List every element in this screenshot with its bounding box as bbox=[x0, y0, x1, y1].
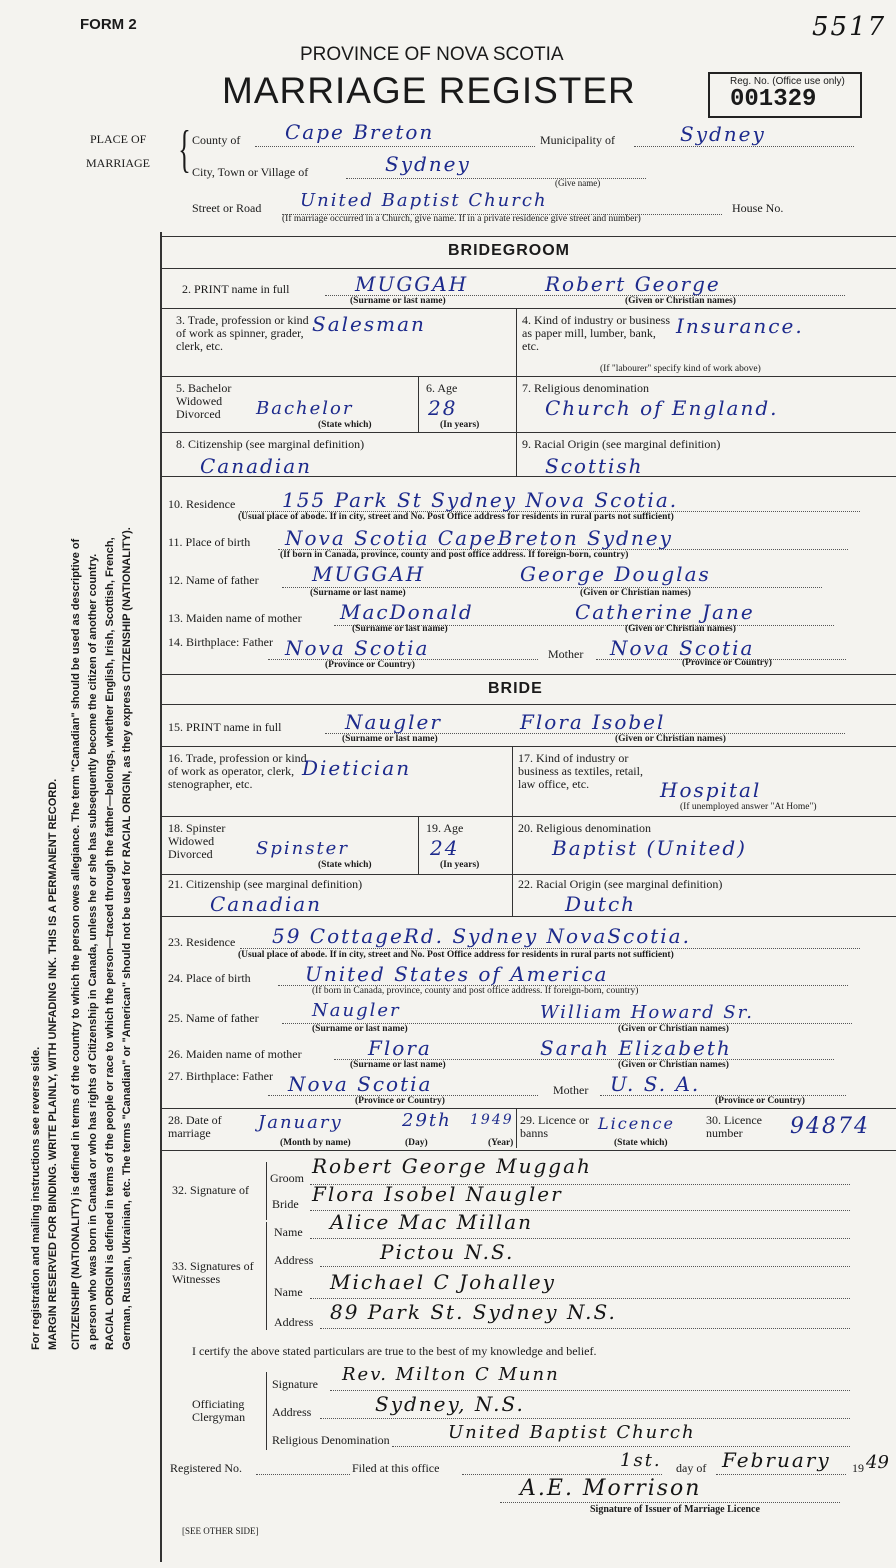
groom-surname: MUGGAH bbox=[355, 272, 469, 296]
groom-residence-note: (Usual place of abode. If in city, street and No. Post Office address for residents in rural parts not sufficient) bbox=[238, 512, 674, 522]
province-title: PROVINCE OF NOVA SCOTIA bbox=[300, 44, 564, 65]
groom-mother-label: Mother bbox=[548, 647, 584, 661]
q16-label: 16. Trade, profession or kind of work as operator, clerk, stenographer, etc. bbox=[168, 751, 307, 791]
labourer-note: (If "labourer" specify kind of work above) bbox=[600, 364, 761, 374]
q29-label: 29. Licence or banns bbox=[520, 1113, 589, 1140]
w2-name-label: Name bbox=[274, 1285, 303, 1299]
q32-label: 32. Signature of bbox=[172, 1183, 249, 1197]
q13-label: 13. Maiden name of mother bbox=[168, 611, 302, 625]
year-caption: (Year) bbox=[488, 1138, 514, 1148]
bride-age: 24 bbox=[430, 836, 460, 860]
bride-residence-note: (Usual place of abode. If in city, street and No. Post Office address for residents in rural parts not sufficient) bbox=[238, 950, 674, 960]
bride-religion: Baptist (United) bbox=[552, 836, 747, 860]
bride-surname: Naugler bbox=[345, 710, 442, 734]
city-label: City, Town or Village of bbox=[192, 165, 309, 179]
groom-years-caption: (In years) bbox=[440, 420, 480, 430]
bride-mother-surname-caption: (Surname or last name) bbox=[350, 1060, 446, 1070]
clergy-religion: United Baptist Church bbox=[448, 1422, 696, 1443]
father-surname-caption: (Surname or last name) bbox=[310, 588, 406, 598]
q20-label: 20. Religious denomination bbox=[518, 821, 651, 835]
month-caption: (Month by name) bbox=[280, 1138, 351, 1148]
bride-father-surname-caption: (Surname or last name) bbox=[312, 1024, 408, 1034]
groom-sig-label: Groom bbox=[270, 1171, 304, 1185]
licence-value: Licence bbox=[598, 1114, 675, 1133]
clergy-signature: Rev. Milton C Munn bbox=[342, 1364, 560, 1385]
mother-surname-caption: (Surname or last name) bbox=[352, 624, 448, 634]
bride-father-bp-caption: (Province or Country) bbox=[355, 1096, 445, 1106]
groom-mother-surname: MacDonald bbox=[340, 600, 474, 624]
groom-citizenship: Canadian bbox=[200, 454, 313, 478]
groom-birth-note: (If born in Canada, province, county and post office address. If foreign-born, country) bbox=[280, 550, 629, 560]
place-label: PLACE OF bbox=[90, 132, 147, 146]
witness2-address: 89 Park St. Sydney N.S. bbox=[330, 1300, 617, 1324]
groom-father-given: George Douglas bbox=[520, 562, 711, 586]
groom-surname-caption: (Surname or last name) bbox=[350, 296, 446, 306]
bride-years-caption: (In years) bbox=[440, 860, 480, 870]
street-label: Street or Road bbox=[192, 201, 262, 215]
q28-label: 28. Date of marriage bbox=[168, 1113, 222, 1140]
q24-label: 24. Place of birth bbox=[168, 971, 251, 985]
groom-residence: 155 Park St Sydney Nova Scotia. bbox=[282, 488, 679, 512]
binding-margin-text bbox=[28, 120, 228, 1360]
bride-father-given-caption: (Given or Christian names) bbox=[618, 1024, 729, 1034]
groom-mother-given: Catherine Jane bbox=[575, 600, 755, 624]
marriage-month: January bbox=[258, 1112, 343, 1133]
filed-year: 49 bbox=[866, 1452, 889, 1473]
q26-label: 26. Maiden name of mother bbox=[168, 1047, 302, 1061]
day-caption: (Day) bbox=[405, 1138, 428, 1148]
bride-racial: Dutch bbox=[565, 892, 637, 916]
brace: { bbox=[178, 121, 191, 178]
year-prefix: 19 bbox=[852, 1461, 864, 1475]
bride-father-bp: Nova Scotia bbox=[288, 1072, 433, 1096]
issuer-label: Signature of Issuer of Marriage Licence bbox=[590, 1504, 760, 1515]
bride-mother-given-caption: (Given or Christian names) bbox=[618, 1060, 729, 1070]
groom-given: Robert George bbox=[545, 272, 721, 296]
groom-industry: Insurance. bbox=[676, 314, 804, 338]
q33-label: 33. Signatures of Witnesses bbox=[172, 1259, 254, 1286]
mother-given-caption: (Given or Christian names) bbox=[625, 624, 736, 634]
clergy-label: Officiating Clergyman bbox=[192, 1397, 246, 1424]
q10-label: 10. Residence bbox=[168, 497, 236, 511]
q4-label: 4. Kind of industry or business as paper mill, lumber, bank, etc. bbox=[522, 313, 670, 353]
witness1-address: Pictou N.S. bbox=[380, 1240, 515, 1264]
bride-father-surname: Naugler bbox=[312, 1000, 401, 1021]
q12-label: 12. Name of father bbox=[168, 573, 259, 587]
bride-signature: Flora Isobel Naugler bbox=[312, 1182, 563, 1206]
margin-line-5: RACIAL ORIGIN is defined in terms of the people or race to which the person—traced through the father—belongs, whether English, Irish, Scottish, French, bbox=[104, 537, 116, 1350]
groom-given-caption: (Given or Christian names) bbox=[625, 296, 736, 306]
county-value: Cape Breton bbox=[285, 120, 435, 144]
reg-number: 001329 bbox=[730, 86, 817, 113]
give-name-caption: (Give name) bbox=[555, 178, 601, 188]
groom-racial: Scottish bbox=[545, 454, 644, 478]
licence-number: 94874 bbox=[790, 1114, 870, 1139]
bride-trade: Dietician bbox=[302, 756, 412, 780]
margin-line-1: For registration and mailing instructions see reverse side. bbox=[30, 1046, 42, 1350]
bride-surname-caption: (Surname or last name) bbox=[342, 734, 438, 744]
bride-mother-bp-caption: (Province or Country) bbox=[715, 1096, 805, 1106]
clergy-address: Sydney, N.S. bbox=[375, 1392, 525, 1416]
filed-month: February bbox=[722, 1448, 831, 1472]
w2-address-label: Address bbox=[274, 1315, 314, 1329]
bridegroom-heading: BRIDEGROOM bbox=[448, 242, 570, 259]
q27-label: 27. Birthplace: Father bbox=[168, 1069, 273, 1083]
q5-label: 5. Bachelor Widowed Divorced bbox=[176, 381, 232, 421]
groom-mother-bp-caption: (Province or Country) bbox=[682, 658, 772, 668]
q21-label: 21. Citizenship (see marginal definition) bbox=[168, 877, 363, 891]
bride-state-caption: (State which) bbox=[318, 860, 372, 870]
licence-state-caption: (State which) bbox=[614, 1138, 668, 1148]
groom-father-bp-caption: (Province or Country) bbox=[325, 660, 415, 670]
clergy-address-label: Address bbox=[272, 1405, 312, 1419]
groom-status: Bachelor bbox=[256, 398, 354, 419]
groom-trade: Salesman bbox=[312, 312, 426, 336]
filed-day: 1st. bbox=[620, 1450, 662, 1471]
bride-heading: BRIDE bbox=[488, 680, 543, 697]
groom-state-caption: (State which) bbox=[318, 420, 372, 430]
q15-label: 15. PRINT name in full bbox=[168, 720, 282, 734]
bride-given-caption: (Given or Christian names) bbox=[615, 734, 726, 744]
street-note: (If marriage occurred in a Church, give name. If in a private residence give street and number) bbox=[282, 214, 641, 224]
q30-label: 30. Licence number bbox=[706, 1113, 762, 1140]
house-label: House No. bbox=[732, 201, 784, 215]
groom-birthplace: Nova Scotia CapeBreton Sydney bbox=[285, 526, 673, 550]
bride-citizenship: Canadian bbox=[210, 892, 323, 916]
home-note: (If unemployed answer "At Home") bbox=[680, 802, 817, 812]
q18-label: 18. Spinster Widowed Divorced bbox=[168, 821, 226, 861]
bride-status: Spinster bbox=[256, 838, 349, 859]
groom-religion: Church of England. bbox=[545, 396, 779, 420]
q17-label: 17. Kind of industry or business as textiles, retail, law office, etc. bbox=[518, 751, 643, 791]
witness1-name: Alice Mac Millan bbox=[330, 1210, 534, 1234]
q9-label: 9. Racial Origin (see marginal definition) bbox=[522, 437, 721, 451]
margin-line-6: German, Russian, Ukrainian, etc. The terms "Canadian" or "American" should not be used for RACIAL ORIGIN, as they express CITIZENSHIP (NATIONALITY). bbox=[121, 527, 133, 1350]
groom-father-bp: Nova Scotia bbox=[285, 636, 430, 660]
w1-address-label: Address bbox=[274, 1253, 314, 1267]
county-label: County of bbox=[192, 133, 241, 147]
marriage-year: 1949 bbox=[470, 1112, 514, 1128]
groom-age: 28 bbox=[428, 396, 458, 420]
document-title: MARRIAGE REGISTER bbox=[222, 70, 636, 111]
bride-sig-label: Bride bbox=[272, 1197, 299, 1211]
registered-label: Registered No. bbox=[170, 1461, 242, 1475]
bride-given: Flora Isobel bbox=[520, 710, 666, 734]
margin-line-4: a person who was born in Canada or who has rights of Citizenship in Canada, unless he or she has subsequently become the citizen of another country. bbox=[87, 553, 99, 1350]
municipality-label: Municipality of bbox=[540, 133, 615, 147]
groom-father-surname: MUGGAH bbox=[312, 562, 426, 586]
w1-name-label: Name bbox=[274, 1225, 303, 1239]
q14-label: 14. Birthplace: Father bbox=[168, 635, 273, 649]
q6-label: 6. Age bbox=[426, 381, 458, 395]
bride-birthplace: United States of America bbox=[305, 962, 609, 986]
place-label-2: MARRIAGE bbox=[86, 156, 151, 170]
see-other-side: [SEE OTHER SIDE] bbox=[182, 1526, 259, 1536]
bride-birth-note: (If born in Canada, province, county and post office address. If foreign-born, country) bbox=[312, 986, 639, 996]
reg-number-label: Reg. No. (Office use only) bbox=[730, 76, 845, 87]
marriage-day: 29th bbox=[402, 1110, 452, 1131]
q7-label: 7. Religious denomination bbox=[522, 381, 649, 395]
bride-industry: Hospital bbox=[660, 778, 762, 802]
bride-residence: 59 CottageRd. Sydney NovaScotia. bbox=[272, 924, 691, 948]
bride-father-given: William Howard Sr. bbox=[540, 1002, 754, 1023]
q2-label: 2. PRINT name in full bbox=[182, 282, 290, 296]
q23-label: 23. Residence bbox=[168, 935, 236, 949]
filed-label: Filed at this office bbox=[352, 1461, 440, 1475]
margin-line-2: MARGIN RESERVED FOR BINDING. WRITE PLAINLY, WITH UNFADING INK. THIS IS A PERMANENT RECORD. bbox=[47, 778, 59, 1350]
municipality-value: Sydney bbox=[680, 122, 766, 146]
church-value: United Baptist Church bbox=[300, 190, 548, 211]
clergy-sig-label: Signature bbox=[272, 1377, 318, 1391]
form-number: FORM 2 bbox=[80, 16, 137, 33]
corner-number: 5517 bbox=[812, 12, 887, 42]
margin-line-3: CITIZENSHIP (NATIONALITY) is defined in terms of the country to which the person owes allegiance. The term "Canadian" should be used as descriptive of bbox=[70, 538, 82, 1350]
groom-mother-bp: Nova Scotia bbox=[610, 636, 755, 660]
q3-label: 3. Trade, profession or kind of work as spinner, grader, clerk, etc. bbox=[176, 313, 309, 353]
day-of-label: day of bbox=[676, 1461, 707, 1475]
q22-label: 22. Racial Origin (see marginal definition) bbox=[518, 877, 723, 891]
bride-mother-surname: Flora bbox=[368, 1036, 432, 1060]
bride-mother-label: Mother bbox=[553, 1083, 589, 1097]
groom-signature: Robert George Muggah bbox=[312, 1154, 592, 1178]
certify-statement: I certify the above stated particulars are true to the best of my knowledge and belief. bbox=[192, 1344, 597, 1358]
q8-label: 8. Citizenship (see marginal definition) bbox=[176, 437, 365, 451]
q11-label: 11. Place of birth bbox=[168, 535, 251, 549]
witness2-name: Michael C Johalley bbox=[330, 1270, 556, 1294]
bride-mother-given: Sarah Elizabeth bbox=[540, 1036, 732, 1060]
clergy-relig-label: Religious Denomination bbox=[272, 1433, 390, 1447]
father-given-caption: (Given or Christian names) bbox=[580, 588, 691, 598]
issuer-signature: A.E. Morrison bbox=[520, 1476, 702, 1501]
bride-mother-bp: U. S. A. bbox=[610, 1072, 701, 1096]
q25-label: 25. Name of father bbox=[168, 1011, 259, 1025]
q19-label: 19. Age bbox=[426, 821, 464, 835]
city-value: Sydney bbox=[385, 152, 471, 176]
